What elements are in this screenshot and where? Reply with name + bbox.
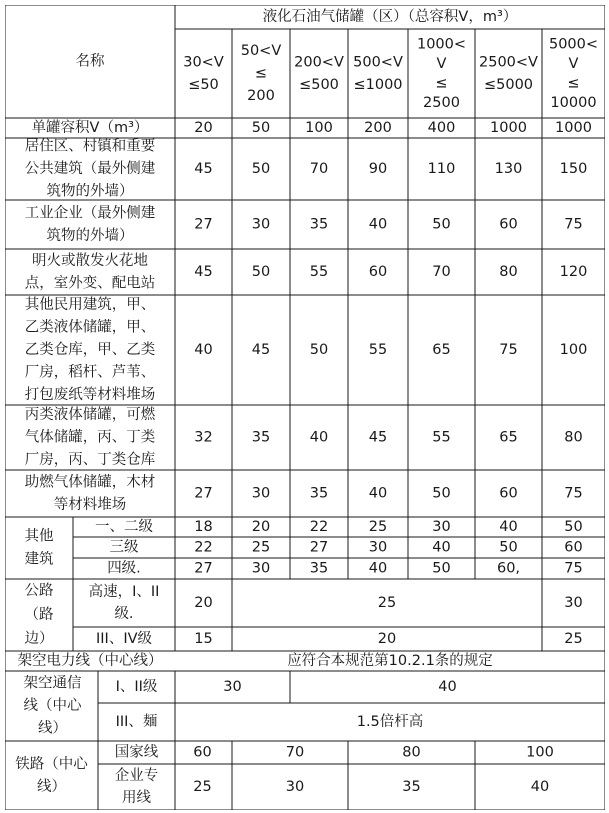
distance-value: 27 — [194, 560, 213, 577]
road-label: （路 — [24, 607, 54, 623]
single-tank-value: 400 — [427, 120, 456, 136]
distance-value: 50 — [309, 342, 329, 358]
single-tank-value: 50 — [251, 120, 271, 136]
distance-value: 65 — [432, 342, 451, 358]
distance-value: 30 — [251, 485, 271, 502]
road-label: 边） — [24, 631, 54, 647]
distance-value: 20 — [377, 631, 397, 647]
column-header: 1000< — [416, 36, 467, 53]
distance-value: 50 — [432, 216, 451, 233]
distance-value: 22 — [194, 539, 213, 556]
column-header: ≤5000 — [483, 76, 534, 93]
row-label: 等材料堆场 — [53, 496, 127, 513]
distance-value: 130 — [494, 161, 523, 177]
spacing-table — [5, 5, 605, 810]
distance-value: 45 — [194, 161, 213, 177]
distance-value: 45 — [251, 342, 271, 358]
distance-value: 75 — [564, 485, 583, 502]
distance-value: 30 — [251, 216, 271, 233]
distance-value: 50 — [251, 264, 271, 280]
distance-value: 27 — [194, 216, 213, 233]
distance-value: 30 — [368, 539, 388, 556]
distance-value: 50 — [564, 519, 583, 535]
column-header: V — [568, 55, 579, 72]
distance-value: 100 — [526, 744, 554, 761]
column-header: ≤1000 — [353, 76, 403, 93]
single-tank-label: 单罐容积V（m³） — [31, 120, 149, 136]
distance-value: 40 — [194, 342, 213, 358]
distance-value: 25 — [193, 779, 212, 795]
single-tank-value: 200 — [364, 120, 392, 136]
distance-value: 30 — [432, 519, 451, 535]
distance-value: 22 — [309, 519, 329, 535]
distance-value: 20 — [194, 595, 213, 611]
row-label: 点，室外变、配电站 — [24, 275, 156, 292]
row-label: 明火或散发火花地 — [32, 252, 148, 269]
distance-value: 20 — [251, 519, 271, 535]
distance-value: 40 — [438, 679, 457, 695]
highway-label: 高速，I、II — [88, 584, 160, 600]
column-header: 500<V — [353, 54, 403, 71]
column-header: 200<V — [294, 54, 344, 71]
distance-value: 15 — [194, 631, 213, 647]
distance-value: 100 — [559, 342, 588, 358]
distance-value: 40 — [432, 539, 451, 556]
distance-value: 35 — [402, 779, 421, 795]
row-label: 筑物的外墙） — [46, 227, 134, 244]
single-tank-value: 1000 — [490, 120, 527, 136]
distance-value: 60 — [368, 264, 388, 280]
distance-value: 150 — [559, 161, 588, 177]
column-header: 50<V — [240, 43, 282, 59]
single-tank-value: 100 — [305, 120, 333, 136]
row-label: 丙类液体储罐，可燃 — [24, 407, 156, 423]
grade-label: 用线 — [122, 790, 151, 806]
row-label: 其他民用建筑，甲、 — [24, 297, 156, 313]
distance-value: 60 — [564, 539, 583, 556]
distance-value: 70 — [432, 264, 451, 280]
grade-label: 企业专 — [114, 768, 159, 784]
row-label: 工业企业（最外侧建 — [24, 205, 156, 222]
distance-value: 25 — [564, 631, 583, 647]
distance-value: 32 — [194, 429, 213, 446]
name-header: 名称 — [75, 53, 105, 70]
row-label: 气体储罐，丙、丁类 — [24, 429, 156, 446]
distance-value: 40 — [309, 429, 329, 446]
row-label: 筑物的外墙） — [46, 183, 134, 200]
distance-value: 55 — [368, 342, 388, 358]
row-label: 公共建筑（最外侧建 — [24, 161, 156, 177]
distance-value: 60 — [499, 485, 518, 502]
distance-value: 75 — [564, 216, 583, 233]
grade-label: 四级. — [107, 560, 141, 577]
column-header: ≤500 — [299, 76, 339, 93]
distance-value: 70 — [285, 744, 305, 761]
distance-value: 30 — [564, 595, 583, 611]
grade-label: 一、二级 — [95, 519, 153, 535]
distance-value: 40 — [368, 485, 388, 502]
distance-value: 50 — [251, 161, 271, 177]
row-label: 厂房，丙、丁类仓库 — [24, 452, 156, 468]
column-header: 2500<V — [479, 54, 538, 71]
single-tank-value: 20 — [194, 120, 213, 136]
power-line-rule: 应符合本规范第10.2.1条的规定 — [287, 653, 493, 669]
single-tank-value: 1000 — [555, 120, 592, 136]
distance-value: 55 — [432, 429, 451, 446]
grade-label: III、麺 — [115, 714, 158, 730]
distance-value: 80 — [499, 264, 518, 280]
column-header: 2500 — [423, 94, 460, 111]
row-label: 打包废纸等材料堆场 — [24, 387, 156, 403]
column-header: ≤ — [435, 75, 448, 92]
telecom-label: 架空通信 — [23, 675, 82, 692]
group-header: 液化石油气储罐（区）（总容积V，m³） — [262, 9, 518, 25]
distance-value: 27 — [194, 485, 213, 502]
distance-value: 80 — [564, 429, 583, 446]
distance-value: 30 — [285, 779, 305, 795]
railway-label: 铁路（中心 — [15, 756, 88, 773]
telecom-label: 线（中心 — [23, 698, 82, 714]
distance-value: 18 — [194, 519, 213, 535]
distance-value: 75 — [564, 560, 583, 577]
distance-value: 50 — [432, 485, 451, 502]
distance-value: 90 — [368, 161, 388, 177]
grade-label: 国家线 — [114, 744, 159, 761]
distance-value: 35 — [251, 429, 271, 446]
road-label: 公路 — [24, 583, 54, 599]
distance-value: 45 — [368, 429, 388, 446]
telecom-label: 线） — [38, 720, 67, 737]
other-buildings-label: 其他 — [24, 528, 54, 545]
grade-label: 三级 — [109, 539, 139, 556]
column-header: V — [436, 55, 447, 72]
distance-value: 75 — [499, 342, 518, 358]
distance-value: 60 — [193, 744, 212, 761]
distance-value: 40 — [368, 216, 388, 233]
highway-label: 级. — [114, 606, 134, 622]
column-header: 5000< — [548, 36, 599, 53]
distance-value: 30 — [223, 679, 242, 695]
other-buildings-label: 建筑 — [24, 551, 54, 568]
distance-value: 1.5倍杆高 — [356, 714, 424, 730]
row-label: 助燃气体储罐，木材 — [24, 474, 156, 491]
column-header: ≤50 — [188, 76, 219, 93]
grade-label: III、IV级 — [95, 631, 153, 647]
distance-value: 50 — [432, 560, 451, 577]
column-header: ≤ — [567, 75, 580, 92]
distance-value: 25 — [251, 539, 271, 556]
distance-value: 25 — [377, 595, 397, 611]
power-line-label: 架空电力线（中心线） — [17, 653, 163, 669]
column-header: ≤ — [254, 65, 268, 82]
row-label: 乙类仓库，甲、乙类 — [24, 342, 156, 358]
distance-value: 60, — [496, 560, 521, 577]
distance-value: 45 — [194, 264, 213, 280]
distance-value: 40 — [530, 779, 550, 795]
railway-label: 线） — [37, 778, 66, 795]
column-header: 10000 — [550, 94, 597, 111]
distance-value: 40 — [368, 560, 388, 577]
distance-value: 25 — [368, 519, 388, 535]
row-label: 厂房，稻杆、芦苇、 — [24, 364, 156, 381]
distance-value: 30 — [251, 560, 271, 577]
column-header: 200 — [247, 88, 275, 104]
distance-value: 120 — [559, 264, 588, 280]
distance-value: 50 — [499, 539, 518, 556]
distance-value: 55 — [309, 264, 329, 280]
distance-value: 35 — [309, 560, 329, 577]
row-label: 居住区、村镇和重要 — [24, 138, 156, 155]
distance-value: 35 — [309, 216, 329, 233]
grade-label: I、II级 — [115, 679, 158, 695]
column-header: 30<V — [183, 54, 224, 71]
distance-value: 60 — [499, 216, 518, 233]
distance-value: 80 — [402, 744, 421, 761]
row-label: 乙类液体储罐，甲、 — [24, 319, 156, 336]
distance-value: 40 — [499, 519, 518, 535]
distance-value: 35 — [309, 485, 329, 502]
distance-value: 70 — [309, 161, 329, 177]
distance-value: 27 — [309, 539, 329, 556]
distance-value: 110 — [427, 161, 456, 177]
distance-value: 65 — [499, 429, 518, 446]
